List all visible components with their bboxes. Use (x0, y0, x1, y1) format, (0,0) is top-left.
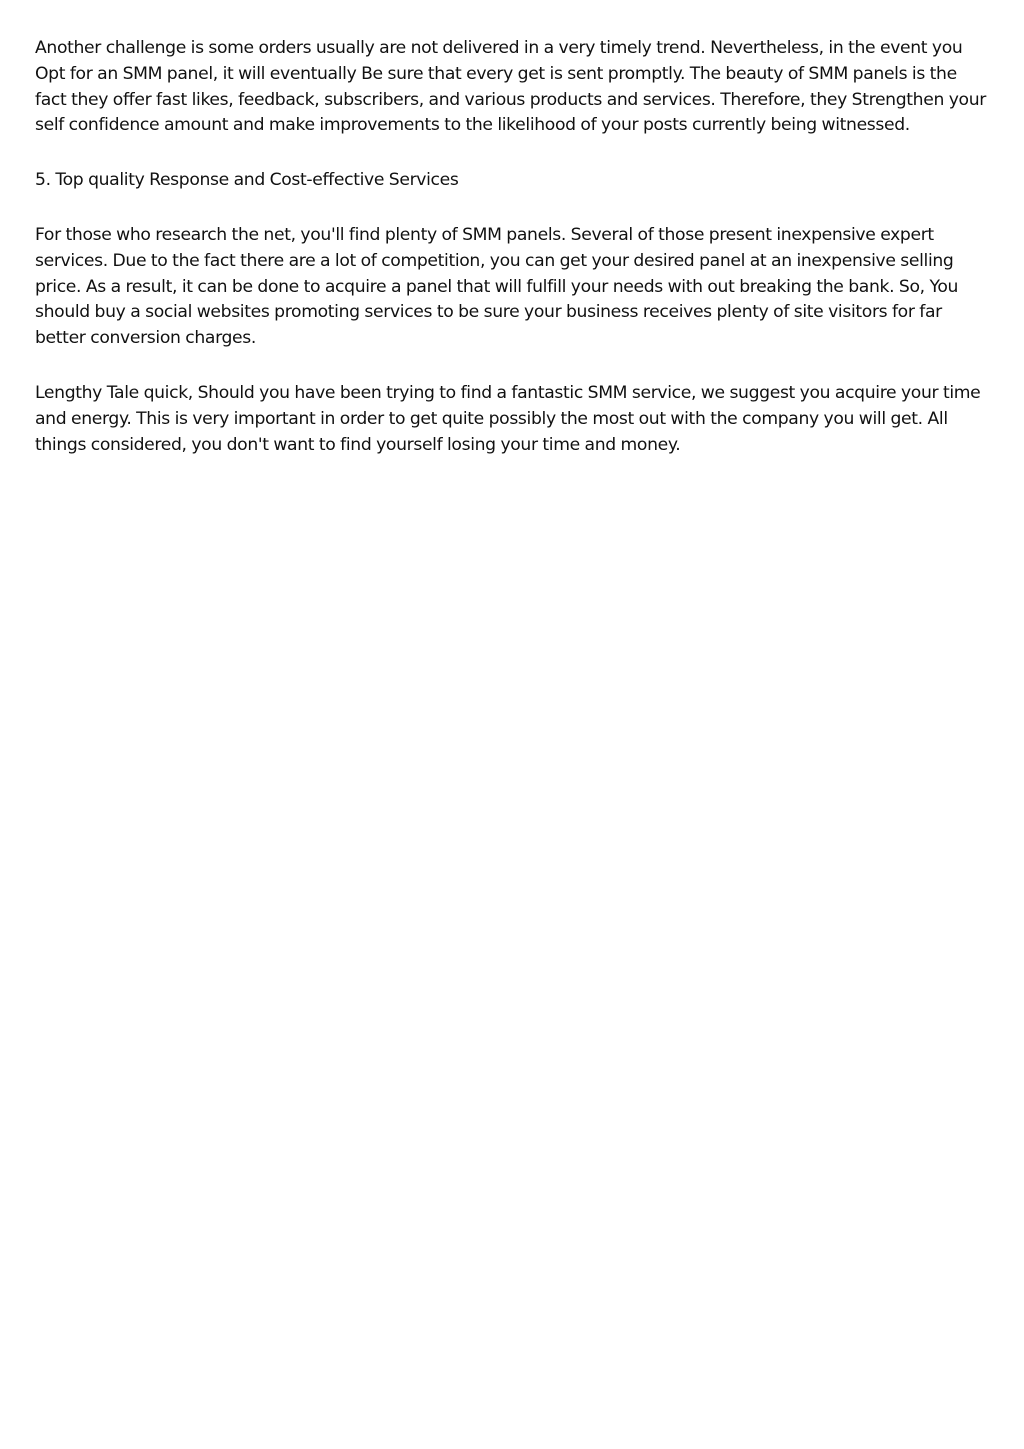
paragraph-conclusion: Lengthy Tale quick, Should you have been trying to find a fantastic SMM service, we suggest you acquire your time and energy. This is very important in order to get quite possibly the most out with the company you will get. All things considered, you don't want to find yourself losing your time and money. (35, 382, 981, 455)
paragraph-orders-delivery: Another challenge is some orders usually are not delivered in a very timely trend. Nevertheless, in the event you Opt for an SMM panel, it will eventually Be sure that every get is sent promptly. The beauty of SMM panels is the fact they offer fast likes, feedback, subscribers, and various products and services. Therefore, they Strengthen your self confidence amount and make improvements to the likelihood of your posts currently being witnessed. (35, 38, 986, 136)
paragraph-research-panels: For those who research the net, you'll find plenty of SMM panels. Several of those present inexpensive expert services. Due to the fact there are a lot of competition, you can get your desired panel at an inexpensive selling price. As a result, it can be done to acquire a panel that will fulfill your needs with out breaking the bank. So, You should buy a social websites promoting services to be sure your business receives plenty of site visitors for far better conversion charges. (35, 224, 959, 349)
section-heading-top-quality: 5. Top quality Response and Cost-effective Services (35, 170, 459, 191)
